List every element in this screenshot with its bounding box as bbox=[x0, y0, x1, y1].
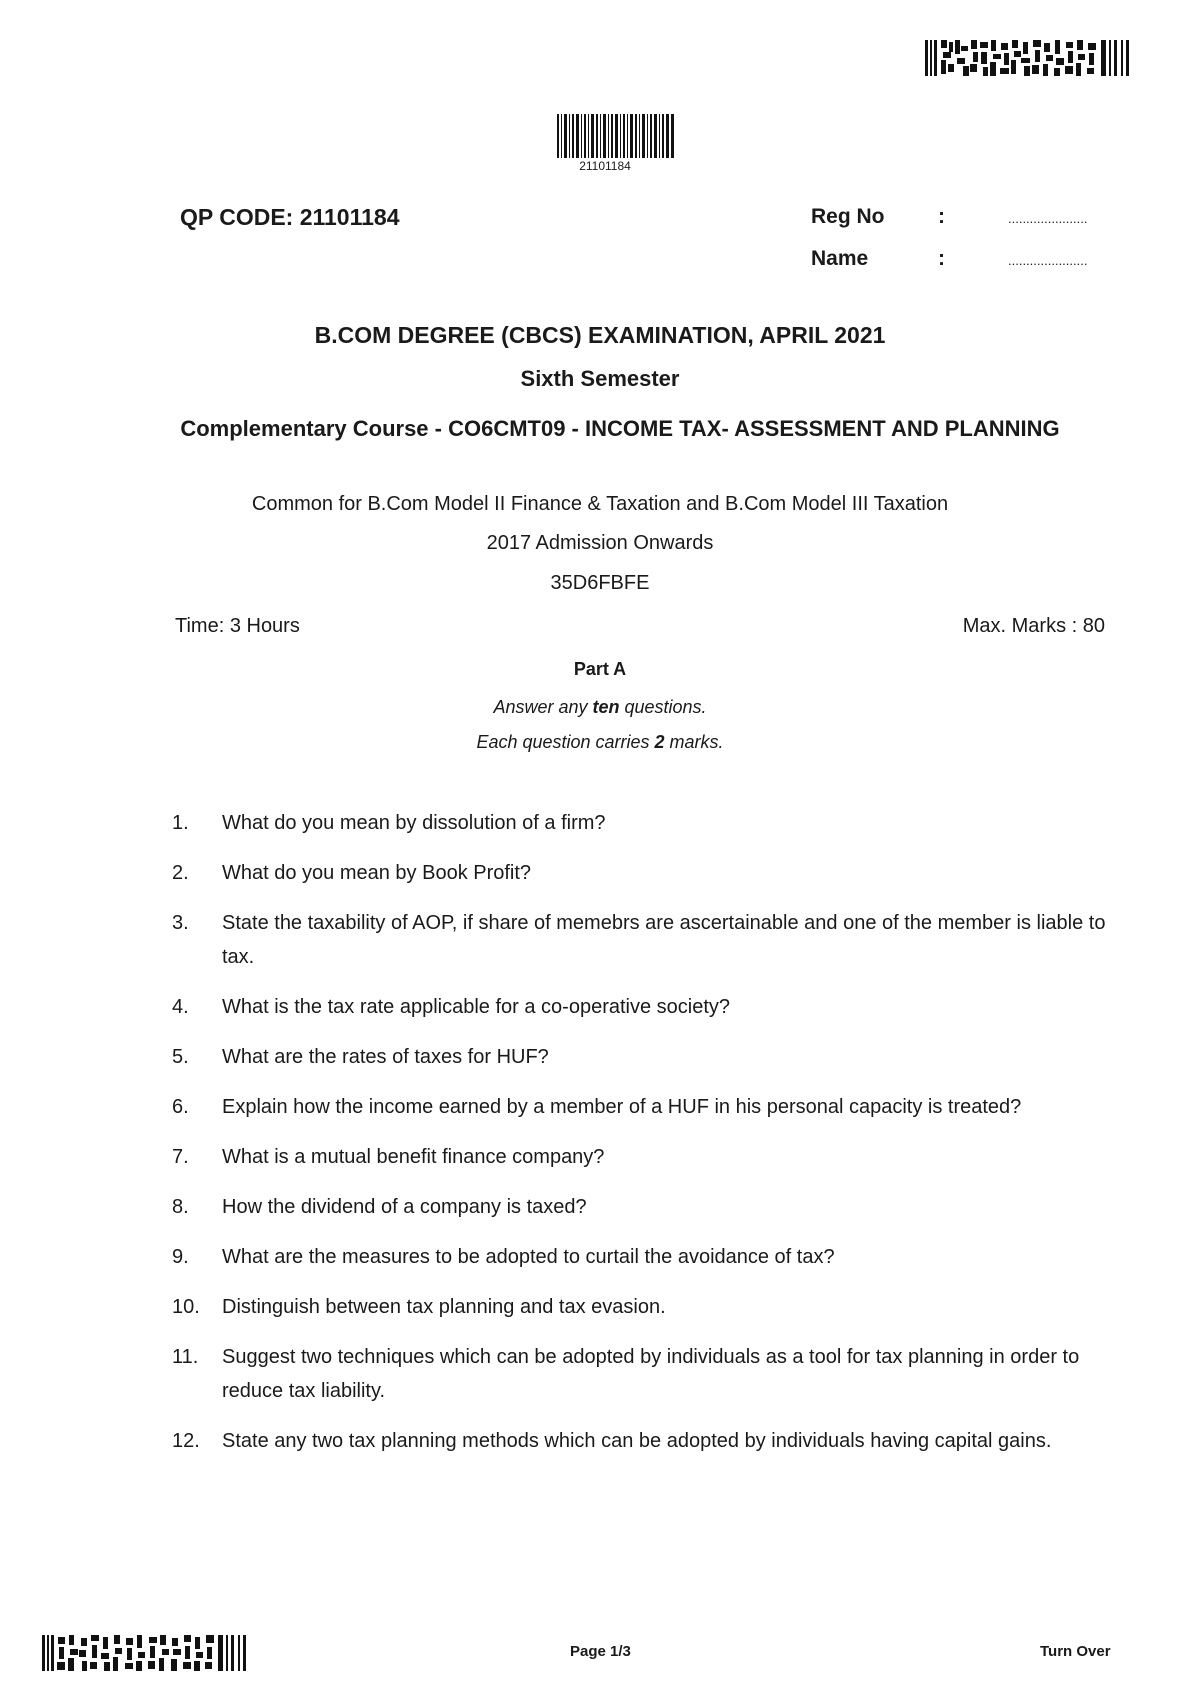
question-number: 10. bbox=[172, 1296, 200, 1318]
barcode-top-right bbox=[925, 40, 1130, 76]
question-item bbox=[172, 1424, 1107, 1458]
question-text: Distinguish between tax planning and tax evasion. bbox=[222, 1296, 666, 1318]
reg-no-label: Reg No bbox=[811, 205, 885, 228]
question-number: 2. bbox=[172, 862, 189, 884]
name-field: ...................... bbox=[1008, 253, 1088, 268]
question-item bbox=[172, 1140, 1107, 1174]
question-number: 3. bbox=[172, 912, 189, 934]
turn-over: Turn Over bbox=[1040, 1643, 1111, 1660]
question-text: Explain how the income earned by a member of a HUF in his personal capacity is treated? bbox=[222, 1096, 1022, 1118]
name-colon: : bbox=[938, 247, 945, 270]
question-item bbox=[172, 1340, 1107, 1408]
qp-code: QP CODE: 21101184 bbox=[180, 204, 400, 230]
question-number: 6. bbox=[172, 1096, 189, 1118]
semester: Sixth Semester bbox=[520, 366, 680, 391]
question-text: What do you mean by dissolution of a firm? bbox=[222, 812, 606, 834]
page-number: Page 1/3 bbox=[570, 1643, 631, 1660]
question-item bbox=[172, 1040, 1107, 1074]
question-number: 11. bbox=[172, 1346, 199, 1368]
barcode-center bbox=[557, 114, 674, 158]
question-number: 12. bbox=[172, 1430, 200, 1452]
barcode-caption: 21101184 bbox=[579, 159, 631, 173]
part-a-heading: Part A bbox=[573, 659, 627, 679]
question-number: 8. bbox=[172, 1196, 189, 1218]
question-number: 1. bbox=[172, 812, 189, 834]
question-text: How the dividend of a company is taxed? bbox=[222, 1196, 587, 1218]
admission: 2017 Admission Onwards bbox=[486, 532, 714, 554]
paper-code: 35D6FBFE bbox=[550, 572, 650, 594]
question-item bbox=[172, 1240, 1107, 1274]
question-number: 7. bbox=[172, 1146, 189, 1168]
course-title: Complementary Course - CO6CMT09 - INCOME TAX- ASSESSMENT AND PLANNING bbox=[180, 416, 1060, 441]
question-text: What are the measures to be adopted to curtail the avoidance of tax? bbox=[222, 1246, 835, 1268]
question-list bbox=[172, 806, 1107, 1474]
common-for: Common for B.Com Model II Finance & Taxation and B.Com Model III Taxation bbox=[251, 493, 949, 515]
barcode-bottom-left bbox=[42, 1635, 247, 1671]
part-a-instruction-1: Answer any ten questions. bbox=[493, 697, 707, 717]
question-text: What is the tax rate applicable for a co-operative society? bbox=[222, 996, 731, 1018]
question-number: 4. bbox=[172, 996, 189, 1018]
instruction-emphasis: 2 bbox=[654, 732, 665, 752]
question-number: 9. bbox=[172, 1246, 189, 1268]
question-text: State any two tax planning methods which can be adopted by individuals having capital gains. bbox=[222, 1430, 1052, 1452]
question-text: State the taxability of AOP, if share of memebrs are ascertainable and one of the member is liable to tax. bbox=[222, 912, 1106, 968]
name-label: Name bbox=[811, 247, 869, 270]
question-item bbox=[172, 990, 1107, 1024]
instruction-emphasis: ten bbox=[592, 697, 620, 717]
question-item bbox=[172, 1090, 1107, 1124]
question-text: What do you mean by Book Profit? bbox=[222, 862, 532, 884]
question-item bbox=[172, 1290, 1107, 1324]
question-text: What is a mutual benefit finance company? bbox=[222, 1146, 605, 1168]
question-item bbox=[172, 806, 1107, 840]
question-number: 5. bbox=[172, 1046, 189, 1068]
part-a-instruction-2: Each question carries 2 marks. bbox=[476, 732, 724, 752]
reg-no-field: ...................... bbox=[1008, 211, 1088, 226]
question-item bbox=[172, 1190, 1107, 1224]
question-item bbox=[172, 856, 1107, 890]
question-text: What are the rates of taxes for HUF? bbox=[222, 1046, 549, 1068]
question-item bbox=[172, 906, 1107, 974]
time-allowed: Time: 3 Hours bbox=[175, 615, 300, 637]
question-text: Suggest two techniques which can be adopted by individuals as a tool for tax planning in order to reduce tax liability. bbox=[222, 1346, 1080, 1402]
reg-no-colon: : bbox=[938, 205, 945, 228]
exam-title: B.COM DEGREE (CBCS) EXAMINATION, APRIL 2021 bbox=[314, 322, 886, 348]
max-marks: Max. Marks : 80 bbox=[962, 615, 1105, 637]
